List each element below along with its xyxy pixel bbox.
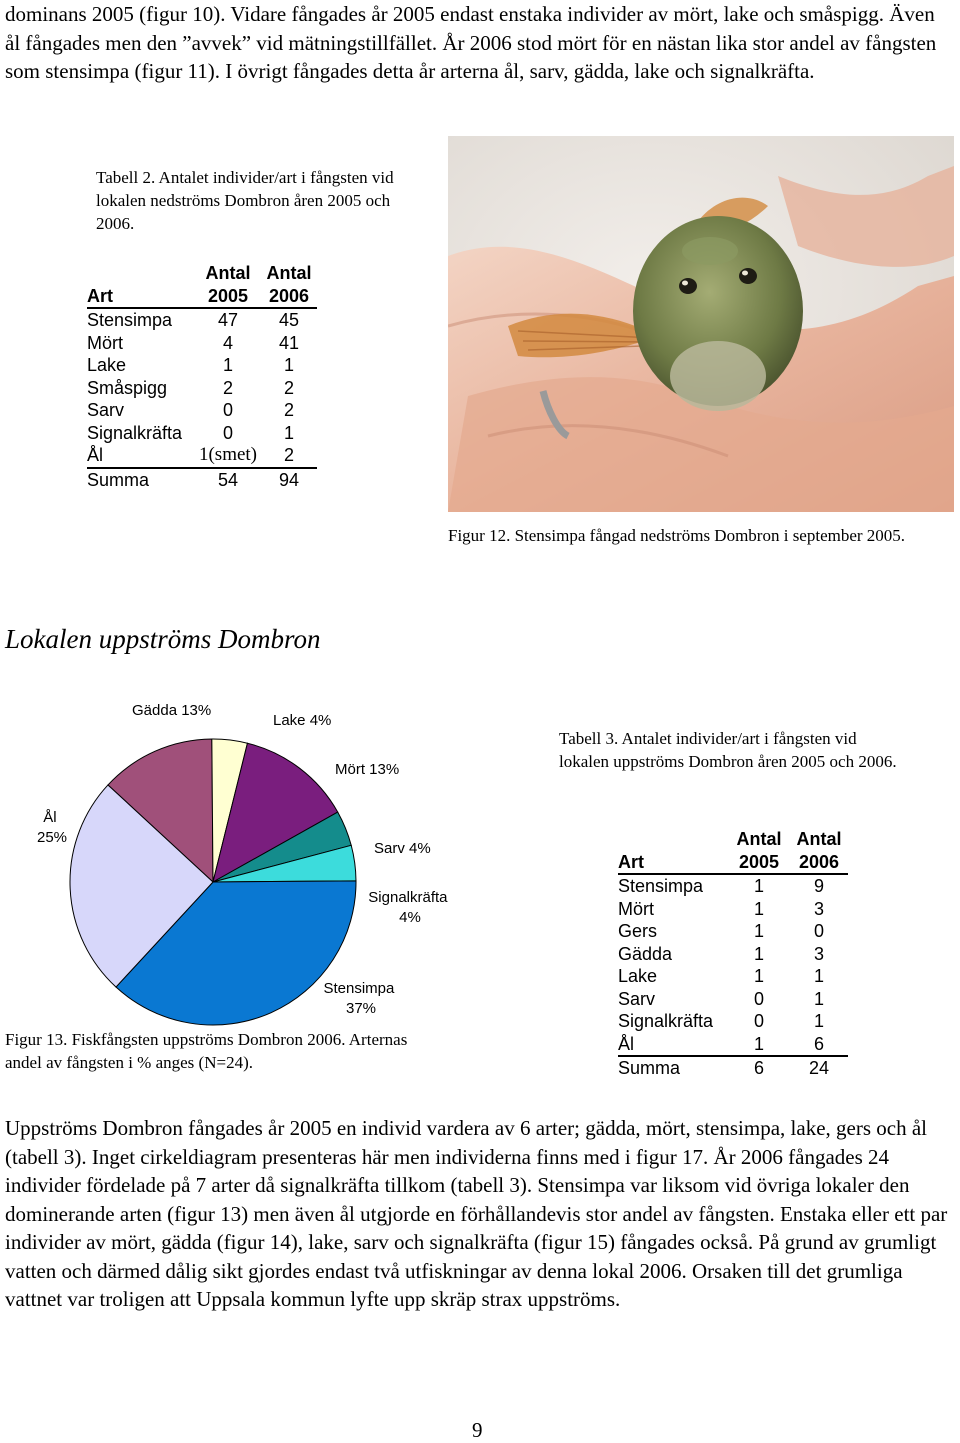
table-cell: Gädda (618, 943, 673, 964)
pie-label-al: Ål 25% (36, 809, 68, 846)
table-cell: 0 (222, 422, 233, 443)
table-row (618, 988, 848, 1011)
table-row (87, 308, 317, 332)
table-cell: Gers (618, 921, 658, 941)
pie-label-signalkrafta: Signalkräfta 4% (368, 889, 448, 926)
table3-header (618, 851, 848, 875)
table3-header-cell: Antal (796, 829, 842, 849)
table-cell: 2 (283, 445, 294, 465)
table-cell: 6 (813, 1033, 824, 1054)
pie-label-sarv: Sarv 4% (374, 840, 431, 857)
table2-header (87, 285, 317, 309)
table-cell: 1(smet) (198, 444, 258, 465)
table-cell: Summa (87, 468, 195, 492)
table-row (87, 444, 317, 468)
table-cell: 54 (195, 468, 261, 492)
table-row (87, 377, 317, 400)
table-cell: 41 (278, 332, 300, 353)
table3 (618, 828, 848, 1080)
table-cell: Ål (87, 445, 104, 465)
table-row (618, 1010, 848, 1033)
table-row (618, 898, 848, 921)
table-row (618, 1033, 848, 1057)
table2-caption: Tabell 2. Antalet individer/art i fångsten vid lokalen nedströms Dombron åren 2005 och 2006. (96, 168, 394, 233)
table-cell: Mört (618, 898, 654, 919)
table2-header-cell: Antal (205, 263, 251, 283)
table-cell: 1 (813, 966, 824, 986)
table-row (618, 874, 848, 898)
table3-header-cell: Art (618, 851, 728, 875)
table-cell: 2 (283, 377, 294, 398)
table2-header-cell (87, 262, 195, 285)
table-cell: 1 (813, 988, 824, 1009)
table-row (87, 422, 317, 445)
table-cell: 1 (753, 966, 764, 986)
figure12-caption: Figur 12. Stensimpa fångad nedströms Dombron i september 2005. (448, 526, 906, 545)
table-cell: 0 (753, 988, 764, 1009)
figure13-caption: Figur 13. Fiskfångsten uppströms Dombron 2006. Arternas andel av fångsten i % anges (N=24). (5, 1030, 408, 1072)
pie-label-gadda: Gädda 13% (132, 702, 212, 719)
table-cell: Småspigg (87, 377, 168, 398)
table-cell: Mört (87, 332, 123, 353)
table-cell: 0 (222, 400, 233, 420)
table3-header-cell: 2005 (728, 851, 790, 875)
table-cell: 9 (813, 876, 824, 896)
table-cell: 1 (753, 898, 764, 919)
table-cell: 1 (753, 943, 764, 964)
table-cell: 1 (813, 1011, 824, 1031)
table-cell: 2 (222, 377, 233, 398)
table-cell: 0 (813, 921, 824, 941)
table2 (87, 262, 317, 491)
table-cell: Stensimpa (87, 310, 173, 330)
table-cell: 3 (813, 898, 824, 919)
table-cell: Ål (618, 1033, 635, 1054)
table-cell: 1 (753, 876, 764, 896)
section-heading: Lokalen uppströms Dombron (5, 624, 321, 654)
table-row (87, 399, 317, 422)
pie-label-lake: Lake 4% (273, 712, 332, 729)
table-cell: Lake (87, 355, 127, 375)
table2-header-cell: Art (87, 285, 195, 309)
table-cell: 1 (283, 355, 294, 375)
table2-header-cell: 2006 (261, 285, 317, 309)
table3-sum-row (618, 1056, 848, 1080)
table-row (618, 943, 848, 966)
pie-label-mort: Mört 13% (335, 761, 400, 778)
body-paragraph: Uppströms Dombron fångades år 2005 en individ vardera av 6 arter; gädda, mört, stensimpa, lake, gers och ål (tabell 3). Inget cirkeldiagram presenteras här men individerna finns med i figur 17. År 2006 fångades 24 individer fördelade på 7 arter då signalkräfta tillkom (tabell 3). Stensimpa var liksom vid övriga lokaler den dominerande arten (figur 13) men även ål utgjorde en förhållandevis stor andel av fångsten. Enstaka eller ett par individer av mört, gädda (figur 14), lake, sarv och signalkräfta (figur 15) fångades också. På grund av grumligt vatten och därmed dålig sikt gjordes endast två utfiskningar av denna lokal 2006. Orsaken till det grumliga vattnet var troligen att Uppsala kommun lyfte upp skräp strax uppströms. (5, 1116, 948, 1311)
page-number: 9 (472, 1418, 483, 1442)
table3-header-cell: 2006 (790, 851, 848, 875)
intro-paragraph: dominans 2005 (figur 10). Vidare fångades år 2005 endast enstaka individer av mört, lake och småspigg. Även ål fångades men den ”avvek” vid mätningstillfället. År 2006 stod mört för en nästan lika stor andel av fångsten som stensimpa (figur 11). I övrigt fångades detta år arterna ål, sarv, gädda, lake och signalkräfta. (5, 2, 937, 83)
table-cell: 24 (790, 1056, 848, 1080)
table2-header-cell: Antal (266, 263, 312, 283)
table-cell: Signalkräfta (87, 422, 183, 443)
pie-chart (0, 690, 470, 1030)
table-row (618, 965, 848, 988)
table2-header-top (87, 262, 317, 285)
table-cell: 6 (728, 1056, 790, 1080)
table2-header-cell: 2005 (195, 285, 261, 309)
table-cell: Signalkräfta (618, 1011, 714, 1031)
table3-header-top (618, 828, 848, 851)
table-cell: 2 (283, 400, 294, 420)
table-cell: Stensimpa (618, 876, 704, 896)
table-cell: Sarv (618, 988, 656, 1009)
table-cell: 1 (753, 1033, 764, 1054)
table3-caption: Tabell 3. Antalet individer/art i fångsten vid lokalen uppströms Dombron åren 2005 och 2006. (559, 729, 897, 771)
table-cell: 0 (753, 1011, 764, 1031)
table-row (87, 332, 317, 355)
table-cell: 45 (278, 310, 300, 330)
table3-header-cell: Antal (736, 829, 782, 849)
table3-header-cell (618, 828, 728, 851)
table-row (618, 920, 848, 943)
table-cell: 47 (217, 310, 239, 330)
table-cell: 1 (753, 921, 764, 941)
table-cell: Sarv (87, 400, 125, 420)
table-cell: 94 (261, 468, 317, 492)
table2-sum-row (87, 468, 317, 492)
table-cell: Summa (618, 1056, 728, 1080)
table-cell: 1 (283, 422, 294, 443)
table-cell: Lake (618, 966, 658, 986)
table-cell: 4 (222, 332, 233, 353)
table-row (87, 354, 317, 377)
table-cell: 3 (813, 943, 824, 964)
table-cell: 1 (222, 355, 233, 375)
pie-label-stensimpa: Stensimpa 37% (323, 980, 395, 1017)
fish-photo (448, 136, 954, 512)
fish-in-hand-image (448, 136, 954, 512)
